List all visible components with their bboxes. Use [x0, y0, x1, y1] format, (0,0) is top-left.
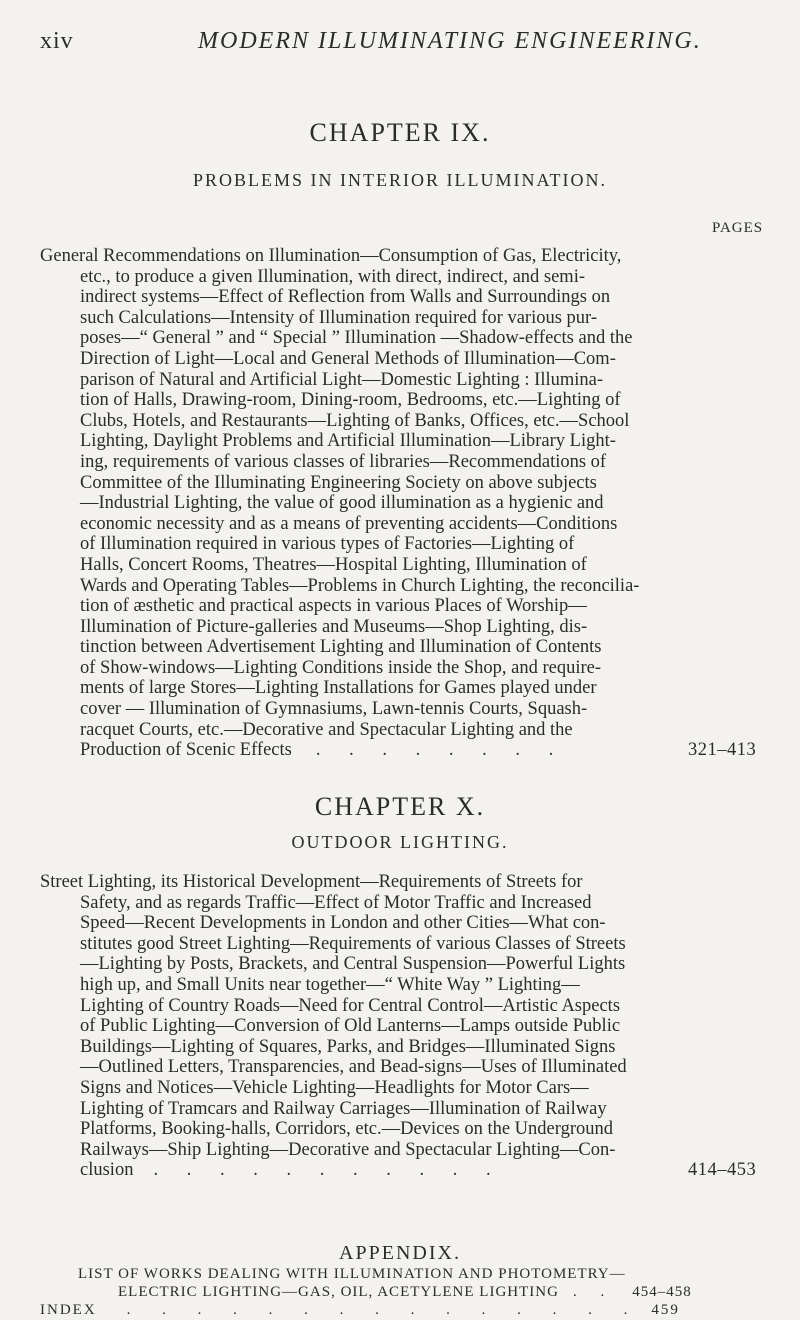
- index-label: INDEX: [40, 1302, 97, 1318]
- running-title: MODERN ILLUMINATING ENGINEERING.: [198, 28, 702, 54]
- contents-line: tion of æsthetic and practical aspects in various Places of Worship—: [80, 596, 587, 617]
- contents-line-text: Production of Scenic Effects: [80, 740, 292, 761]
- contents-line: Halls, Concert Rooms, Theatres—Hospital Lighting, Illumination of: [80, 554, 587, 575]
- contents-line: General Recommendations on Illumination—Consumption of Gas, Electricity,: [40, 246, 622, 266]
- contents-line: tion of Halls, Drawing-room, Dining-room, Bedrooms, etc.—Lighting of: [80, 390, 621, 411]
- contents-line: economic necessity and as a means of preventing accidents—Conditions: [80, 513, 618, 534]
- running-head: [40, 28, 760, 58]
- contents-line: high up, and Small Units near together—“ White Way ” Lighting—: [80, 974, 580, 995]
- contents-line: racquet Courts, etc.—Decorative and Spectacular Lighting and the: [80, 719, 573, 740]
- pages-column-label: PAGES: [712, 220, 764, 236]
- index-line: [40, 1302, 680, 1319]
- contents-line: parison of Natural and Artificial Light—Domestic Lighting : Illumina-: [80, 369, 604, 390]
- contents-line: Lighting, Daylight Problems and Artificial Illumination—Library Light-: [80, 431, 616, 452]
- contents-line: [80, 740, 690, 761]
- appendix-line-2: [118, 1284, 692, 1301]
- contents-line: Direction of Light—Local and General Methods of Illumination—Com-: [80, 348, 616, 369]
- chapter-ix-pages: 321–413: [688, 740, 757, 760]
- leader-dots: . . . . . . . . . . . . . . .: [126, 1302, 642, 1318]
- contents-line: cover — Illumination of Gymnasiums, Lawn-tennis Courts, Squash-: [80, 699, 588, 720]
- chapter-ix-subtitle: PROBLEMS IN INTERIOR ILLUMINATION.: [193, 170, 607, 190]
- contents-line: Buildings—Lighting of Squares, Parks, and Bridges—Illuminated Signs: [80, 1036, 616, 1057]
- contents-line: poses—“ General ” and “ Special ” Illumination —Shadow-effects and the: [80, 328, 633, 349]
- contents-line: tinction between Advertisement Lighting and Illumination of Contents: [80, 637, 602, 658]
- chapter-x-contents: [40, 872, 690, 1181]
- contents-line: Committee of the Illuminating Engineering Society on above subjects: [80, 472, 597, 493]
- contents-line: etc., to produce a given Illumination, with direct, indirect, and semi-: [80, 266, 586, 287]
- contents-line: —Lighting by Posts, Brackets, and Central Suspension—Powerful Lights: [80, 954, 626, 975]
- chapter-ix-heading: CHAPTER IX.: [309, 118, 491, 147]
- contents-line: Signs and Notices—Vehicle Lighting—Headlights for Motor Cars—: [80, 1077, 589, 1098]
- appendix-line-1: LIST OF WORKS DEALING WITH ILLUMINATION AND PHOTOMETRY—: [78, 1266, 626, 1282]
- contents-line: of Illumination required in various types of Factories—Lighting of: [80, 534, 575, 555]
- index-page: 459: [651, 1302, 680, 1318]
- contents-line: Railways—Ship Lighting—Decorative and Spectacular Lighting—Con-: [80, 1139, 616, 1160]
- contents-line: Illumination of Picture-galleries and Museums—Shop Lighting, dis-: [80, 616, 588, 637]
- contents-line: —Industrial Lighting, the value of good illumination as a hygienic and: [80, 493, 604, 514]
- contents-line: ments of large Stores—Lighting Installations for Games played under: [80, 678, 597, 699]
- contents-line: Speed—Recent Developments in London and other Cities—What con-: [80, 913, 606, 934]
- contents-line: Lighting of Country Roads—Need for Central Control—Artistic Aspects: [80, 995, 621, 1016]
- chapter-x-pages: 414–453: [688, 1160, 757, 1180]
- contents-line: stitutes good Street Lighting—Requirements of various Classes of Streets: [80, 933, 626, 954]
- contents-line: Wards and Operating Tables—Problems in Church Lighting, the reconcilia-: [80, 575, 640, 596]
- leader-dots: . . . . . . . .: [315, 740, 566, 761]
- leader-dots: . . . . . . . . . . .: [153, 1160, 503, 1181]
- appendix-line-2-text: ELECTRIC LIGHTING—GAS, OIL, ACETYLENE LIGHTING: [118, 1284, 559, 1300]
- leader-dots: . .: [572, 1284, 615, 1300]
- contents-line: ing, requirements of various classes of libraries—Recommendations of: [80, 451, 607, 472]
- chapter-x-heading: CHAPTER X.: [314, 792, 486, 821]
- contents-line: Street Lighting, its Historical Development—Requirements of Streets for: [40, 872, 583, 892]
- page-number: xiv: [40, 28, 74, 54]
- appendix-heading: APPENDIX.: [339, 1242, 461, 1264]
- contents-line: of Show-windows—Lighting Conditions inside the Shop, and require-: [80, 657, 602, 678]
- contents-line: such Calculations—Intensity of Illumination required for various pur-: [80, 307, 597, 328]
- contents-line: indirect systems—Effect of Reflection from Walls and Surroundings on: [80, 287, 611, 308]
- contents-line: Safety, and as regards Traffic—Effect of Motor Traffic and Increased: [80, 892, 592, 913]
- chapter-ix-contents: [40, 246, 690, 761]
- contents-line: —Outlined Letters, Transparencies, and Bead-signs—Uses of Illuminated: [80, 1057, 627, 1078]
- contents-line: [80, 1160, 690, 1181]
- appendix-pages: 454–458: [632, 1284, 692, 1300]
- appendix-section: [0, 1244, 800, 1320]
- contents-line: Lighting of Tramcars and Railway Carriages—Illumination of Railway: [80, 1098, 607, 1119]
- contents-line-text: clusion: [80, 1160, 134, 1181]
- contents-line: Clubs, Hotels, and Restaurants—Lighting of Banks, Offices, etc.—School: [80, 410, 630, 431]
- contents-line: of Public Lighting—Conversion of Old Lanterns—Lamps outside Public: [80, 1016, 621, 1037]
- contents-line: Platforms, Booking-halls, Corridors, etc.—Devices on the Underground: [80, 1119, 613, 1140]
- chapter-x-subtitle: OUTDOOR LIGHTING.: [291, 832, 509, 852]
